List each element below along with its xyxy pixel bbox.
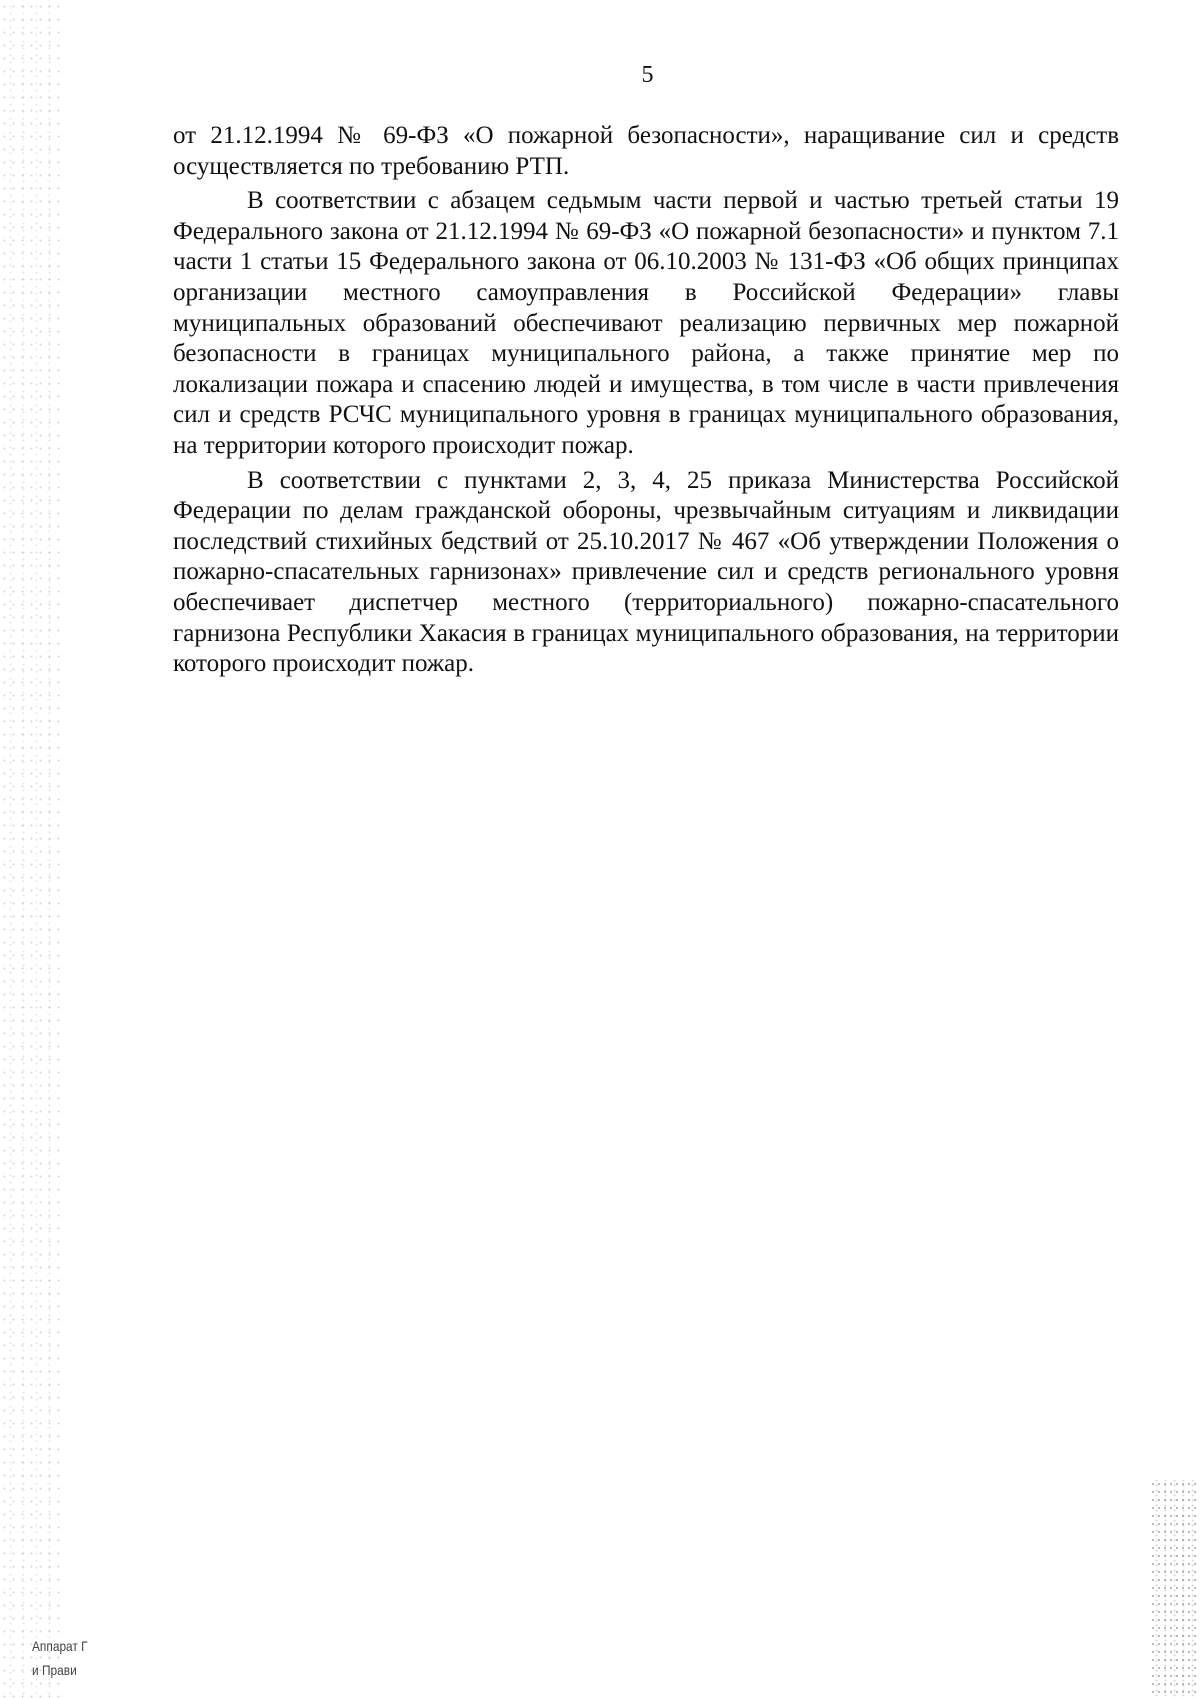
page-number: 5 (641, 62, 654, 88)
paragraph-regional-forces: В соответствии с пунктами 2, 3, 4, 25 приказа Министерства Российской Федерации по делам гражданской обороны, чрезвычайным ситуациям и ликвидации последствий стихийных бедствий от 25.10.2017 № 467 «Об утверждении Положения о пожарно-спасательных гарнизонах» привлечение сил и средств регионального уровня обеспечивает диспетчер местного (территориального) пожарно-спасательного гарнизона Республики Хакасия в границах муниципального образования, на территории которого происходит пожар. (173, 466, 1119, 678)
scan-noise-left (0, 0, 60, 1698)
paragraph-local-authorities: В соответствии с абзацем седьмым части первой и частью третьей статьи 19 Федерального закона от 21.12.1994 № 69-ФЗ «О пожарной безопасности» и пунктом 7.1 части 1 статьи 15 Федерального закона от 06.10.2003 № 131-ФЗ «Об общих принципах организации местного самоуправления в Российской Федерации» главы муниципальных образований обеспечивают реализацию первичных мер пожарной безопасности в границах муниципального района, а также принятие мер по локализации пожара и спасению людей и имущества, в том числе в части привлечения сил и средств РСЧС муниципального уровня в границах муниципального образования, на территории которого происходит пожар. (173, 187, 1119, 459)
paragraph-continuation: от 21.12.1994 № 69-ФЗ «О пожарной безопасности», наращивание сил и средств осуществляется по требованию РТП. (173, 122, 1119, 180)
stamp-text-line-1: Аппарат Г (32, 1638, 88, 1654)
stamp-text-line-2: и Прави (32, 1662, 77, 1678)
scan-noise-right (1150, 1480, 1200, 1698)
document-body (173, 121, 1119, 680)
